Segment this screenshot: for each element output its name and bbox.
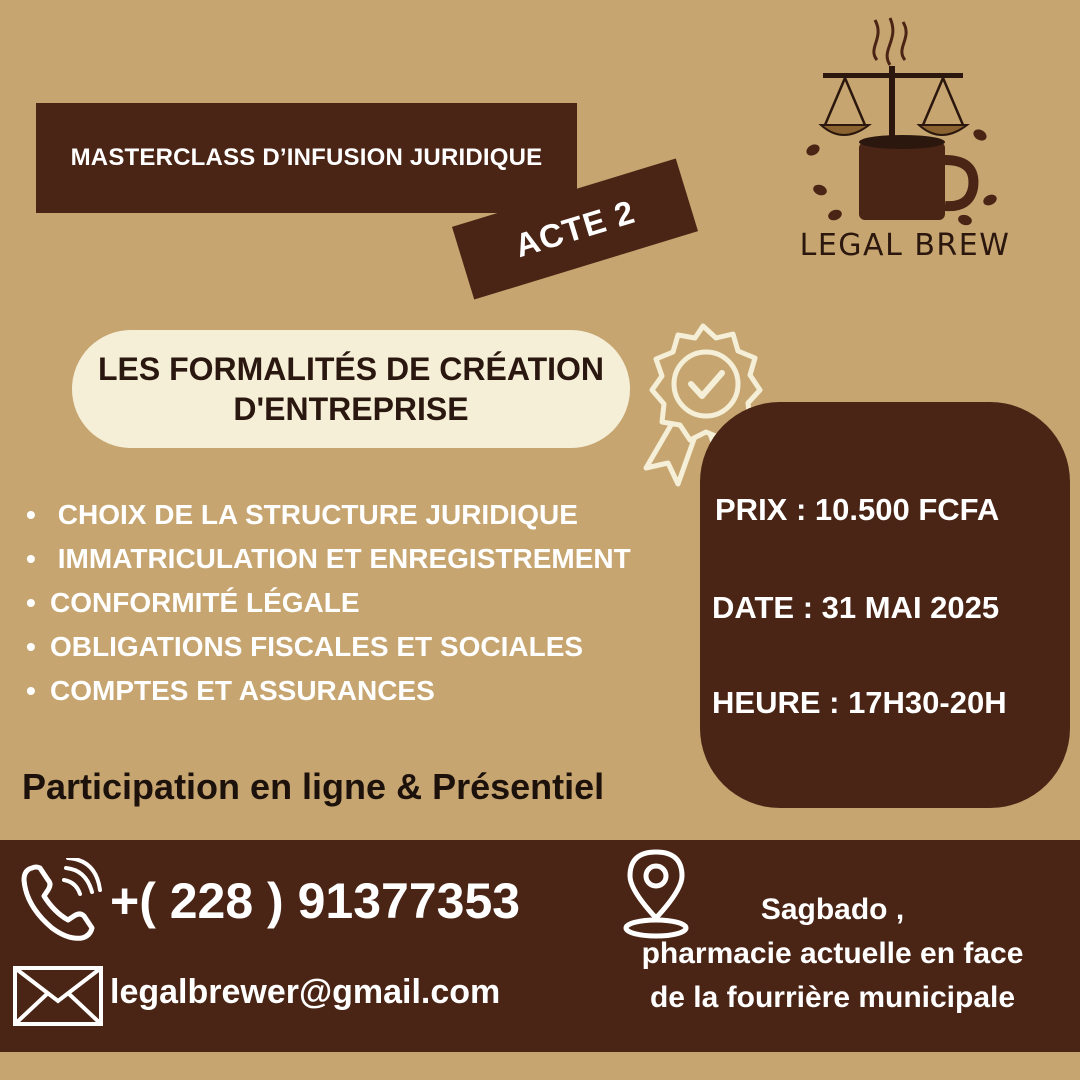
- list-item: • IMMATRICULATION ET ENREGISTREMENT: [26, 543, 631, 574]
- phone-icon: [18, 858, 102, 942]
- list-item: • CHOIX DE LA STRUCTURE JURIDIQUE: [26, 499, 578, 530]
- mail-icon: [12, 965, 104, 1027]
- acte-badge-label: ACTE 2: [510, 192, 640, 265]
- masterclass-title: MASTERCLASS D’INFUSION JURIDIQUE: [70, 144, 543, 171]
- list-item: • CONFORMITÉ LÉGALE: [26, 587, 360, 618]
- address-line-1: Sagbado ,: [760, 893, 905, 926]
- email-address[interactable]: legalbrewer@gmail.com: [110, 973, 501, 1011]
- time-text: HEURE : 17H30-20H: [712, 685, 1007, 720]
- topics-list: [26, 493, 631, 713]
- list-item: • OBLIGATIONS FISCALES ET SOCIALES: [26, 631, 584, 662]
- date-text: DATE : 31 MAI 2025: [712, 590, 1000, 625]
- topic-pill: [72, 330, 630, 448]
- address-block: [585, 888, 1080, 1020]
- phone-number[interactable]: +( 228 ) 91377353: [110, 873, 521, 929]
- topic-line-1: LES FORMALITÉS DE CRÉATION: [97, 351, 605, 387]
- list-item: • COMPTES ET ASSURANCES: [26, 675, 435, 706]
- event-info-box: [700, 402, 1070, 808]
- address-line-3: de la fourrière municipale: [649, 981, 1016, 1014]
- address-line-2: pharmacie actuelle en face: [641, 937, 1024, 970]
- topic-line-2: D'ENTREPRISE: [233, 391, 469, 427]
- price-text: PRIX : 10.500 FCFA: [715, 492, 1000, 527]
- participation-text: Participation en ligne & Présentiel: [22, 766, 605, 807]
- logo-text: LEGAL BREW: [799, 228, 1011, 263]
- masterclass-title-banner: [36, 103, 577, 213]
